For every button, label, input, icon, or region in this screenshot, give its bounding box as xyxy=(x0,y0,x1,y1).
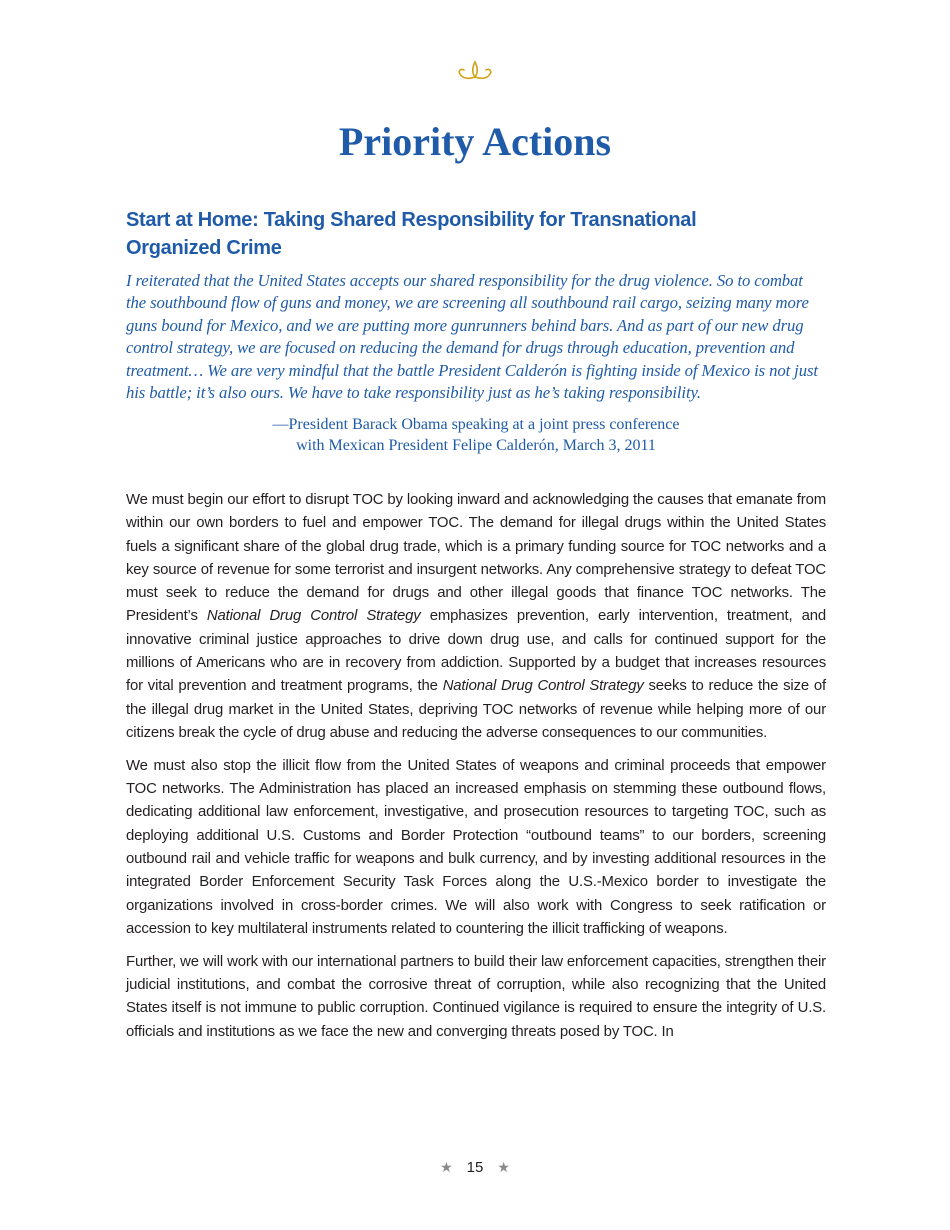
star-left-icon: ★ xyxy=(440,1159,453,1175)
attribution-line-1: —President Barack Obama speaking at a joint press conference xyxy=(272,416,680,433)
section-heading-line-2: Organized Crime xyxy=(126,237,282,259)
paragraph-1-part-a: We must begin our effort to disrupt TOC by looking inward and acknowledging the causes that emanate from within our own borders to fuel and empower TOC. The demand for illegal drugs within the United States fuels a significant share of the global drug trade, which is a primary funding source for TOC networks and a key source of revenue for some terrorist and insurgent networks. Any comprehensive strategy to defeat TOC must seek to reduce the demand for drugs and other illegal goods that finance TOC networks. The President’s xyxy=(126,492,826,625)
star-right-icon: ★ xyxy=(497,1159,510,1175)
body-text xyxy=(126,489,826,1053)
section-heading xyxy=(126,206,826,262)
paragraph-3: Further, we will work with our international partners to build their law enforcement capacities, strengthen their judicial institutions, and combat the corrosive threat of corruption, while also recognizing that the United States itself is not immune to public corruption. Continued vigilance is required to ensure the integrity of U.S. officials and institutions as we face the new and converging threats posed by TOC. In xyxy=(126,953,826,1040)
section-heading-line-1: Start at Home: Taking Shared Responsibility for Transnational xyxy=(126,209,697,231)
flourish-ornament-icon xyxy=(455,58,495,84)
quote-attribution xyxy=(126,414,826,456)
paragraph-1-part-c: seeks to reduce the size of the illegal drug market in the United States, depriving TOC networks of revenue while helping more of our citizens break the cycle of drug abuse and reducing the adverse consequences to our communities. xyxy=(126,678,827,741)
page-number: 15 xyxy=(466,1159,484,1176)
paragraph-1 xyxy=(126,489,826,745)
page-footer xyxy=(0,1156,950,1179)
paragraph-1-strategy-title-2: National Drug Control Strategy xyxy=(442,678,644,695)
paragraph-1-part-b: emphasizes prevention, early intervention, treatment, and innovative criminal justice approaches to drive down drug use, and calls for continued support for the millions of Americans who are in recovery from addiction. Supported by a budget that increases resources for vital prevention and treatment programs, the xyxy=(126,608,826,695)
attribution-line-2: with Mexican President Felipe Calderón, March 3, 2011 xyxy=(296,437,656,454)
page-title: Priority Actions xyxy=(338,119,612,164)
paragraph-1-strategy-title-1: National Drug Control Strategy xyxy=(206,608,421,625)
pull-quote: I reiterated that the United States accepts our shared responsibility for the drug violence. So to combat the southbound flow of guns and money, we are screening all southbound rail cargo, seizing many more guns bound for Mexico, and we are putting more gunrunners behind bars. And as part of our new drug control strategy, we are focused on reducing the demand for drugs through education, prevention and treatment… We are very mindful that the battle President Calderón is fighting inside of Mexico is not just his battle; it’s also ours. We have to take responsibility just as he’s taking responsibility. xyxy=(126,271,818,403)
paragraph-2: We must also stop the illicit flow from the United States of weapons and criminal proceeds that empower TOC networks. The Administration has placed an increased emphasis on stemming these outbound flows, dedicating additional law enforcement, investigative, and prosecution resources to targeting TOC, such as deploying additional U.S. Customs and Border Protection “outbound teams” to our borders, screening outbound rail and vehicle traffic for weapons and bulk currency, and by investing additional resources in the integrated Border Enforcement Security Task Forces along the U.S.-Mexico border to investigate the organizations involved in cross-border crimes. We will also work with Congress to seek ratification or accession to key multilateral instruments related to countering the illicit trafficking of weapons. xyxy=(126,757,826,937)
